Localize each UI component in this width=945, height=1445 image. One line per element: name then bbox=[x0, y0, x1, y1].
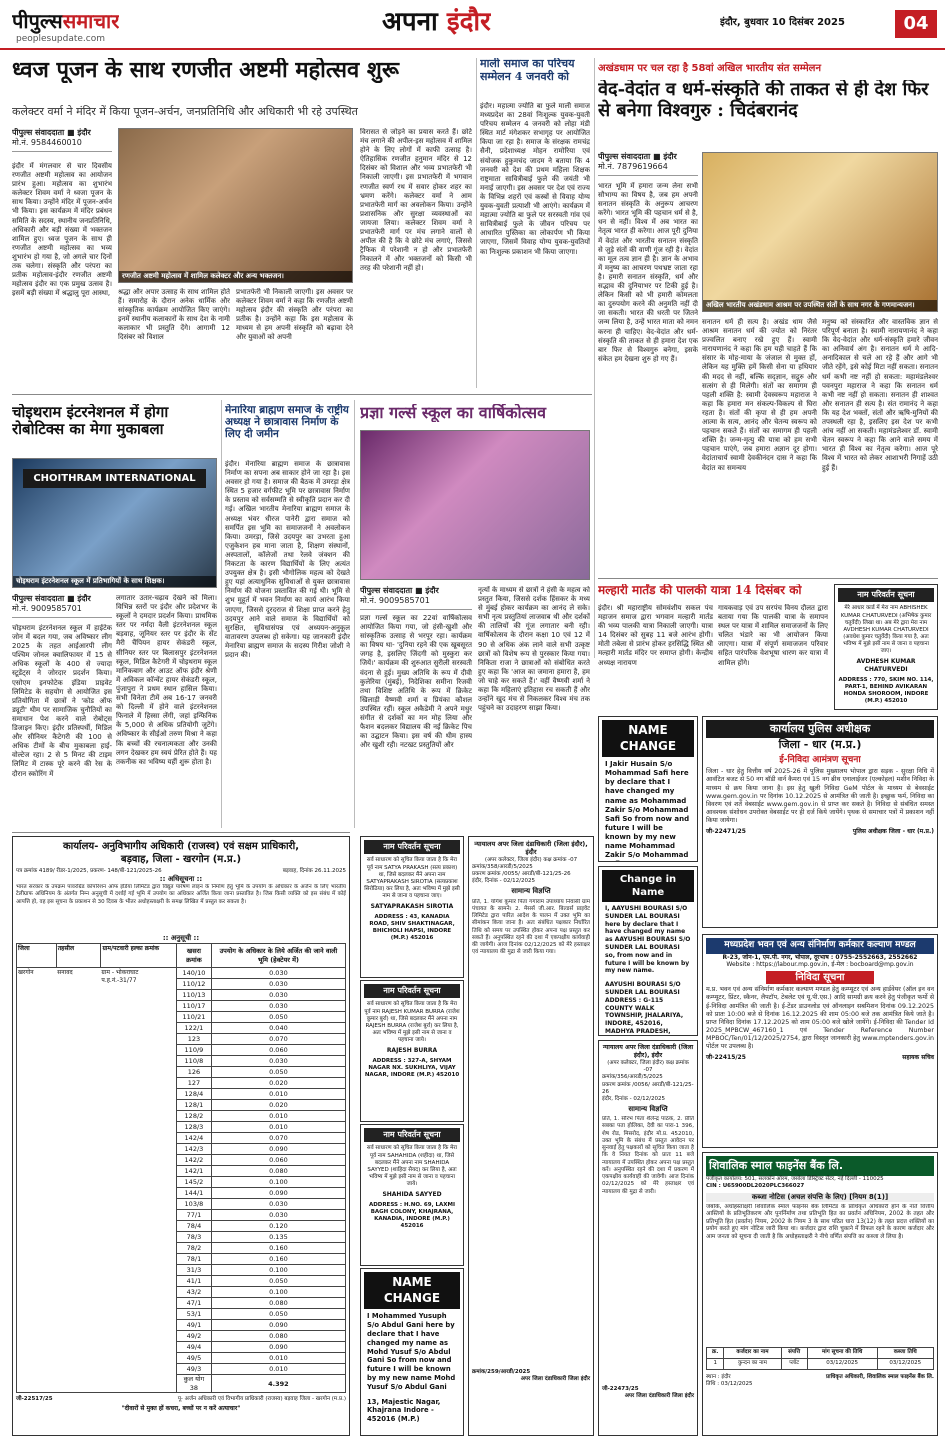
court1-ref: क्रमांक/358/आरडी/5/2025 bbox=[472, 864, 533, 871]
land-area-cell: 0.100 bbox=[211, 1265, 345, 1276]
court1-ref2: क्रमांक/259/आरडी/2025 bbox=[472, 1368, 531, 1375]
story4-headline: चोइथराम इंटरनेशनल में होगा रोबोटिक्स का मेगा मुकाबला bbox=[12, 404, 169, 439]
divider bbox=[221, 400, 222, 828]
land-table-row bbox=[177, 1023, 346, 1034]
land-th-village: ग्राम/पटवारी हल्का क्रमांक bbox=[102, 945, 160, 953]
story4-byline-block bbox=[12, 594, 112, 621]
bank-signoff: प्राधिकृत अधिकारी, शिवालिक स्माल फाइनेंस बैंक लि. bbox=[826, 1373, 934, 1380]
story4-caption: चोइथराम इंटरनेशनल स्कूल में प्रतिभागियों के साथ शिक्षक। bbox=[13, 576, 216, 587]
land-area-cell: 0.020 bbox=[211, 1100, 345, 1111]
story6-byline bbox=[360, 586, 472, 610]
story3-byline bbox=[598, 152, 698, 176]
land-area-cell: 0.010 bbox=[211, 1364, 345, 1375]
land-area-cell: 0.090 bbox=[211, 1188, 345, 1199]
land-khasra-cell: 110/13 bbox=[177, 990, 212, 1001]
land-area-cell: 0.060 bbox=[211, 1045, 345, 1056]
bank-td: 03/12/2025 bbox=[807, 1358, 877, 1369]
land-notice-box bbox=[12, 836, 350, 1436]
story3-col1: भारत भूमि में हमारा जन्म लेना सभी सौभाग्य का विषय है, जब हम अपनी सनातन संस्कृति के अनुरूप आचरण करेंगे। भारत भूमि की पहचान धर्म से है, धन से नहीं। विश्व में अब भारत का नेतृत्व भारत ही करेगा। आज पूरी दुनिया में वेदांत और भारतीय सनातन संस्कृति से जुड़े संतों की वाणी गूंज रही है। वेदांत का मूल तत्व ज्ञान ही है। ज्ञान के अभाव में मनुष्य का आचरण पथभ्रष्ट जाता रहा है। हमारी सनातन संस्कृति, धर्म और सद्भाव की दुनियाभर पर टिकी हुई है। लेकिन किसी को भी हमारी कोमलता का दुरुपयोग करने की अनुमति नहीं दी जा सकती। भारत की धरती पर जितने जन्म लिया है, उन्हें भारत माता को नमन करना ही चाहिए। वेद-वेदांत और धर्म-संस्कृति की ताकत से ही हमारा देश एक बार फिर से विश्वगुरु बनेगा, इसके संकेत हम देखना शुरु हो गए हैं। bbox=[598, 182, 698, 363]
story5-body: इंदौर। मेनारिया ब्राह्मण समाज के छात्रावास निर्माण का सपना अब साकार होने जा रहा है। इस अवसर हो गया है। समाज की बैठक में उमरड़ा क्षेत्र स्थित 5 हजार वर्गफीट भूमि पर छात्रावास निर्माण के प्रस्ताव को सर्वसम्मति से स्वीकृति प्रदान कर दी गई। अखिल भारतीय मेनारिया ब्राह्मण समाज के अध्यक्ष भंवर धीरज पानेरी द्वारा समाज को समर्पित इस भूमि का समाजजनों ने अवलोकन किया। उमरड़ा, जिसे उदयपुर का उभरता हुआ एजुकेशन हब माना जाता है, शिक्षण संस्थानों, अस्पतालों, कॉलेजों तथा रेलवे जंक्शन की निकटता के कारण विद्यार्थियों के लिए अत्यंत उपयुक्त क्षेत्र है। इसी भौगोलिक महत्व को देखते हुए यहां अत्याधुनिक सुविधाओं से युक्त छात्रावास निर्माण की योजना प्रस्तावित की गई थी। भूमि से शुभ मुहूर्त में भवन निर्माण का कार्य आरंभ किया जाएगा, जिससे दूरदराज से शिक्षा प्राप्त करने हेतु उदयपुर आने वाले समाज के विद्यार्थियों को सुरक्षित, सुविधासंपन्न एवं अध्ययन-अनुकूल वातावरण उपलब्ध हो सकेगा। यह जानकारी इंदौर मेनारिया ब्राह्मण समाज के सदस्य गिरीश जोशी ने प्रदान की। bbox=[225, 460, 350, 659]
land-area-cell: 0.160 bbox=[211, 1243, 345, 1254]
land-signoff: पू- अर्जन अधिकारी एवं विभागीय प्राधिकारी (राजस्व) बड़वाह जिला - खरगोन (म.प्र.) bbox=[177, 1396, 346, 1403]
bank-title: शिवालिक स्माल फाइनेंस बैंक लि. bbox=[706, 1156, 934, 1176]
name-notice-title: नाम परिवर्तन सूचना bbox=[838, 588, 934, 602]
bank-sub: पंजीकृत कार्यालय: 501, सलकॉन ऑरम, जसोला डिस्ट्रिक्ट सेंटर, नई दिल्ली - 110025 bbox=[706, 1176, 884, 1183]
land-khasra-cell: 142/4 bbox=[177, 1133, 212, 1144]
land-khasra-cell: 142/1 bbox=[177, 1166, 212, 1177]
story6-headline: प्रज्ञा गर्ल्स स्कूल का वार्षिकोत्सव bbox=[360, 404, 546, 422]
bank-td: 1 bbox=[707, 1358, 724, 1369]
police-ref: जी-22471/25 bbox=[706, 828, 746, 836]
land-area-cell: 0.100 bbox=[211, 1177, 345, 1188]
land-table-row bbox=[177, 1364, 346, 1375]
story1-headline: ध्वज पूजन के साथ रणजीत अष्टमी महोत्सव शुरू bbox=[12, 58, 399, 83]
court1-case: प्रकरण क्रमांक /0055/ आरडी/बी-121/25-26 bbox=[472, 871, 571, 878]
story2-body: इंदौर। महात्मा ज्योति बा फुले माली समाज मध्यप्रदेश का 28वां निःशुल्क युवक-युवती परिचय सम्मेलन 4 जनवरी को लोहा मंडी स्थित मार्ट मंगेशकर सभागृह पर आयोजित किया जा रहा है। समाज के संरक्षक रामचंद्र सैनी, प्रदेशाध्यक्ष मोहन रामोरिया एवं संयोजक हुकुमचंद जादम ने बताया कि 4 जनवरी को देश की प्रथम महिला शिक्षक राष्ट्रमाता सावित्रीबाई फुले की जयंती भी मनाई जाएगी। इस अवसर पर देश एवं राज्य के विभिन्न शहरों एवं कस्बों से विवाह योग्य युवक-युवती प्रत्याशी भी आएंगे। कार्यक्रम में महात्मा ज्योति बा फुले पर सरस्वती गांव एवं सावित्रीबाई फुले के जीवन परिचय पर आधारित पुस्तिका का लोकार्पण भी किया जाएगा, जिसमें विवाह योग्य युवक-युवतियों का निःशुल्क प्रकाशन भी किया जाएगा। bbox=[480, 102, 590, 256]
court1-date: इंदौर, दिनांक - 02/12/2025 bbox=[472, 878, 536, 885]
court1-sub: (अपर कलेक्टर, जिला इंदौर) कक्ष क्रमांक -07 bbox=[484, 856, 578, 863]
mpbocw-ref: जी-22415/25 bbox=[706, 1053, 746, 1061]
land-khasra-cell: 127 bbox=[177, 1078, 212, 1089]
land-area-cell: 0.050 bbox=[211, 1309, 345, 1320]
land-district: खरगोन bbox=[18, 969, 34, 977]
land-table-row bbox=[177, 1166, 346, 1177]
land-table-body bbox=[177, 968, 346, 1375]
land-area-cell: 0.010 bbox=[211, 1089, 345, 1100]
police-footer bbox=[706, 828, 934, 836]
divider bbox=[476, 58, 477, 388]
story7-headline: मल्हारी मार्तंड की पालकी यात्रा 14 दिसंबर को bbox=[598, 584, 802, 597]
divider bbox=[354, 400, 355, 828]
land-area-cell: 0.100 bbox=[211, 1287, 345, 1298]
court2-body: प्रति, 1. सौरभ पिता शैलेन्द्र पाठक, 2. प्रीति सबका पता होलिका, देवी का पारा-1 396, शेष रोड, मिसरोद, इंदौर मो.प्र. 452010, उक्त भूमि के संबंध में प्रस्तुत आवेदन पर सुनवाई हेतु पक्षकारों को सूचित किया जाता है कि वे नियत दिनांक को प्रातः 11 बजे न्यायालय में उपस्थित होकर अपना पक्ष प्रस्तुत करें। अनुपस्थित रहने की दशा में प्रकरण में एकपक्षीय कार्यवाही की जावेगी। आज दिनांक 02/12/2025 को मेरे हस्ताक्षर एवं न्यायालय की मुद्रा से जारी। bbox=[602, 1116, 694, 1195]
court1-signoff: अपर जिला दंडाधिकारी जिला इंदौर bbox=[520, 1375, 590, 1382]
court2-ref: क्रमांक/356/आरडी/5/2025 bbox=[602, 1074, 663, 1081]
land-table-row bbox=[177, 1067, 346, 1078]
land-table-row bbox=[177, 1089, 346, 1100]
land-ref: पत्र क्रमांक 4189/ रीडर-1/2025, प्रकरण- 148/बी-121/2025-26 bbox=[16, 868, 162, 874]
name-notice-name: SHAHIDA SAYYED bbox=[382, 1191, 442, 1199]
land-khasra-cell: 43/2 bbox=[177, 1287, 212, 1298]
land-area-cell: 0.080 bbox=[211, 1331, 345, 1342]
mpbocw-web[interactable]: Website : https://labour.mp.gov.in, ई-मेल : bocboard@mp.gov.in bbox=[726, 961, 914, 969]
land-khasra-cell: 140/10 bbox=[177, 968, 212, 979]
story1-col3: प्रभातफेरी भी निकाली जाएगी। इस अवसर पर कलेक्टर शिवम वर्मा ने कहा कि रणजीत अष्टमी महोत्सव इंदौर की संस्कृति और परंपरा का प्रतीक है। उन्होंने कहा कि इस महोत्सव के माध्यम से हम अपनी संस्कृति को बढ़ावा देने और युवाओं को अपनी bbox=[236, 288, 353, 342]
land-area-cell: 0.020 bbox=[211, 1078, 345, 1089]
land-table-header bbox=[177, 944, 346, 968]
land-total-count: 38 bbox=[189, 1383, 199, 1392]
name-notice-box bbox=[360, 980, 464, 1122]
land-khasra-cell: 78/2 bbox=[177, 1243, 212, 1254]
name-notice-box bbox=[360, 836, 464, 978]
land-table-row bbox=[177, 979, 346, 990]
land-th-tehsil: तहसील bbox=[57, 944, 102, 967]
land-office: कार्यालय- अनुविभागीय अधिकारी (राजस्व) एवं सक्षम प्राधिकारी, bbox=[62, 841, 300, 852]
dateline: इंदौर, बुधवार 10 दिसंबर 2025 bbox=[720, 17, 845, 28]
name-change-3-box bbox=[360, 1268, 464, 1436]
mpbocw-signoff: सहायक सचिव bbox=[902, 1053, 934, 1061]
land-footer-row bbox=[16, 1396, 346, 1403]
land-table-row bbox=[177, 1111, 346, 1122]
police-office: कार्यालय पुलिस अधीक्षक bbox=[706, 720, 934, 738]
story4-col2: लगातार उतार-चढ़ाव देखने को मिला। विभिन्न स्तरों पर इंदौर और प्रदेशभर के स्कूलों ने दमदार प्रदर्शन किया। प्राथमिक स्तर पर नर्मदा वैली इंटरनेशनल स्कूल बड़वाह, जूनियर स्तर पर इंदौर के सेंट मैरी चैंपियन हायर सेकंडरी स्कूल, सीनियर स्तर पर बिलासपुर इंटरनेशनल स्कूल, मिडिल कैटेगरी में चोइथराम स्कूल मानिकबाग और आउट ऑफ इंदौर श्रेणी में अविकल कॉन्वेंट हायर सेकंडरी स्कूल, पुंजापुरा ने प्रथम स्थान हासिल किया। सभी विनेता टीमें अब 16-17 जनवरी को दिल्ली में होने वाले इंटरनेशनल फिनाले में हिस्सा लेंगी, जहां इन्फिनिक के 5,000 से अधिक प्रतियोगी जुटेंगे। अविष्कार के सीईओ तरुण मिश्रा ने कहा कि बच्चों की रचनात्मकता और उनकी लगन देखकर हम स्वयं प्रेरित होते हैं। यह तकनीक का भविष्य यहीं शुरू होता है। bbox=[116, 594, 217, 766]
court1-title: न्यायालय अपर जिला दंडाधिकारी (जिला इंदौर), इंदौर bbox=[474, 840, 588, 857]
land-location: बड़वाह, जिला - खरगोन (म.प्र.) bbox=[120, 854, 242, 865]
land-table-row bbox=[177, 1100, 346, 1111]
court2-signoff: अपर जिला दंडाधिकारी जिला इंदौर bbox=[624, 1393, 694, 1400]
police-district: जिला - धार (म.प्र.) bbox=[778, 738, 862, 752]
name-notice-title: नाम परिवर्तन सूचना bbox=[364, 984, 460, 998]
name-notice-address: ADDRESS : 327-A, SHYAM NAGAR NX. SUKHLIYA, VIJAY NAGAR, INDORE (M.P.) 452010 bbox=[364, 1058, 460, 1079]
story5-headline: मेनारिया ब्राह्मण समाज के राष्ट्रीय अध्यक्ष ने छात्रावास निर्माण के लिए दी जमीन bbox=[225, 404, 349, 441]
land-th-area: उपयोग के अधिकार के लिये अर्जित की जाने वाली भूमि (हेक्टेयर में) bbox=[211, 944, 345, 968]
name-change-title: NAME CHANGE bbox=[602, 720, 694, 757]
land-total-row bbox=[177, 1375, 346, 1393]
name-notice-box bbox=[360, 1124, 464, 1266]
land-khasra-cell: 142/3 bbox=[177, 1144, 212, 1155]
divider bbox=[12, 832, 350, 833]
section-title-part-2: इंदौर bbox=[446, 7, 491, 37]
land-area-cell: 0.070 bbox=[211, 1133, 345, 1144]
land-khasra-cell: 78/4 bbox=[177, 1221, 212, 1232]
land-khasra-cell: 122/1 bbox=[177, 1023, 212, 1034]
mpbocw-tender-box bbox=[702, 934, 938, 1148]
story3-byline-text: पीपुल्स संवाददाता ■ इंदौर bbox=[598, 152, 677, 161]
story1-byline bbox=[12, 128, 112, 152]
land-table-row bbox=[177, 1243, 346, 1254]
land-left-cols bbox=[16, 943, 176, 1393]
land-table-row bbox=[177, 1298, 346, 1309]
land-total-label-cell bbox=[177, 1375, 212, 1393]
land-khasra-cell: 128/4 bbox=[177, 1089, 212, 1100]
name-notice-address: ADDRESS : 770, SKIM NO. 114, PART-1, BEHIND AVIKARAN HONDA SHOROOM, INDORE (M.P.) 452010 bbox=[838, 676, 934, 705]
land-khasra-cell: 145/2 bbox=[177, 1177, 212, 1188]
court1-body: प्रति, 1. योगेश कुमार पिता गंगाराम उपाध्याय निवासी ग्राम पंचायत के सामने। 2. मेसर्स जी.आर. बिल्डर्स प्राइवेट लिमिटेड द्वारा पारित आदेश के पालन में उक्त भूमि का सीमांकन किया जाना है। अतः संबंधित पक्षकार निर्धारित तिथि को समय पर उपस्थित होकर अपना पक्ष प्रस्तुत कर सकते हैं। अनुपस्थित रहने की दशा में एकपक्षीय कार्यवाही की जायेगी। आज दिनांक 02/12/2025 को मेरे हस्ताक्षर एवं न्यायालय की मुद्रा से जारी किया गया। bbox=[472, 898, 590, 956]
land-khasra-cell: 41/1 bbox=[177, 1276, 212, 1287]
land-table bbox=[176, 943, 346, 1393]
land-khasra-cell: 142/2 bbox=[177, 1155, 212, 1166]
name-change-box bbox=[598, 716, 698, 862]
mpbocw-address: R-23, जोन-1, एम.पी. नगर, भोपाल, दूरभाष : 0755-2552663, 2552662 bbox=[722, 953, 918, 961]
mpbocw-title: मध्यप्रदेश भवन एवं अन्य संनिर्माण कर्मकार कल्याण मण्डल bbox=[706, 938, 934, 954]
land-area-cell: 0.010 bbox=[211, 1353, 345, 1364]
land-th-district: जिला bbox=[17, 944, 57, 967]
land-khasra-cell: 110/12 bbox=[177, 979, 212, 990]
story3-photo bbox=[702, 152, 938, 312]
land-area-cell: 0.120 bbox=[211, 1221, 345, 1232]
bank-td: कुन्दन का नाम bbox=[724, 1358, 781, 1369]
land-area-cell: 0.090 bbox=[211, 1144, 345, 1155]
land-area-cell: 0.050 bbox=[211, 1067, 345, 1078]
story3-byline-block bbox=[598, 152, 698, 179]
court2-notice: सामान्य विज्ञप्ति bbox=[628, 1104, 668, 1113]
bank-th: संपत्ति bbox=[781, 1347, 807, 1358]
story1-col1: इंदौर में मंगलवार से चार दिवसीय रणजीत अष्टमी महोत्सव का आयोजन प्रारंभ हुआ। महोत्सव का शुभारंभ कलेक्टर शिवम वर्मा ने ध्वजा पूजन के साथ किया। उन्होंने मंदिर में पूजन-अर्चन भी किया। इस कार्यक्रम में मंदिर प्रबंधन समिति के सदस्य, स्थानीय जनप्रतिनिधि, अधिकारी और बड़ी संख्या में भक्तजन शामिल हुए। ध्वज पूजन के साथ ही रणजीत अष्टमी महोत्सव का भव्य शुभारंभ हो गया है, जो अगले चार दिनों तक चलेगा। संस्कृति और परंपरा का प्रतीक महोत्सव-इंदौर रणजीत अष्टमी महोत्सव इंदौर का एक प्रमुख उत्सव है। इसमें बड़ी संख्या में श्रद्धालु पूरा आस्था, bbox=[12, 162, 112, 298]
land-total-label: कुल योग bbox=[183, 1375, 205, 1384]
land-table-row bbox=[177, 1331, 346, 1342]
land-table-row bbox=[177, 1276, 346, 1287]
court1-notice: सामान्य विज्ञप्ति bbox=[511, 887, 551, 896]
bank-th: मांग सूचना की तिथि bbox=[807, 1347, 877, 1358]
mpbocw-footer bbox=[706, 1054, 934, 1062]
land-table-row bbox=[177, 1188, 346, 1199]
land-table-row bbox=[177, 1287, 346, 1298]
land-khasra-cell: 123 bbox=[177, 1034, 212, 1045]
land-date: बड़वाह, दिनांक 26.11.2025 bbox=[282, 868, 346, 874]
story1-mobile: मो.नं. 9584460010 bbox=[12, 138, 82, 148]
story1-photo bbox=[118, 128, 353, 283]
land-area-cell: 0.010 bbox=[211, 1111, 345, 1122]
land-khasra-cell: 78/3 bbox=[177, 1232, 212, 1243]
land-th-khasra: खसरा क्रमांक bbox=[177, 944, 212, 968]
land-table-row bbox=[177, 1133, 346, 1144]
land-table-row bbox=[177, 1155, 346, 1166]
change-in-name-address: AAYUSHI BOURASI S/O SUNDER LAL BOURASI ADDRESS : G-115 COUNTY WALK TOWNSHIP, JHALARIYA, INDORE, 452016, MADHYA PRADESH, bbox=[605, 981, 684, 1035]
name-change-body: I Jakir Husain S/o Mohammad Safi here by declare that I have changed my name as Mohammad Zakir S/o Mohammad Safi So from now and future I will be known by my new name Mohammad Zakir S/o Mohammad bbox=[605, 760, 690, 860]
bank-th: क्र. bbox=[707, 1347, 724, 1358]
story7-col1: इंदौर। श्री महाराष्ट्रीय सोमवंशीय सकल पंच महाजन समाज द्वारा भगवान मल्हारी मार्तंड की भव्य पालकी यात्रा निकाली जाएगी। यात्रा 14 दिसंबर को सुबह 11 बजे आरंभ होगी। मोती तबेला से प्रारंभ होकर हरसिद्धि स्थित श्री मल्हारी मार्तंड मंदिर पर समाप्त होगी। केन्द्रीय अध्यक्ष नारायण bbox=[598, 604, 713, 667]
story6-mobile: मो.नं. 9009585701 bbox=[360, 596, 430, 606]
land-table-row bbox=[177, 1210, 346, 1221]
story3-mobile: मो.नं. 7879619664 bbox=[598, 162, 668, 172]
story3-headline: वेद-वेदांत व धर्म-संस्कृति की ताकत से ही देश फिर से बनेगा विश्वगुरु : चिदंबरानंद bbox=[598, 80, 929, 121]
land-area-cell: 0.030 bbox=[211, 1199, 345, 1210]
story7-col2: गायकवाड़ एवं उप सरपंच विनय दौलत द्वारा बताया गया कि पालकी यात्रा के समापन स्थल पर यात्रा में शामिल समाजजनों के लिए चलित भंडारे का भी आयोजन किया जाएगा। यात्रा में संपूर्ण समाजजन परिवार सहित पारंपरिक वेशभूषा धारण कर यात्रा में शामिल होंगे। bbox=[718, 604, 828, 667]
land-khasra-cell: 110/9 bbox=[177, 1045, 212, 1056]
name-change-3-address: 13, Majestic Nagar, Khajrana Indore - 452016 (M.P.) bbox=[367, 1397, 441, 1424]
land-table-row bbox=[177, 1078, 346, 1089]
land-table-row bbox=[177, 990, 346, 1001]
land-table-row bbox=[177, 1265, 346, 1276]
story1-col2: श्रद्धा और अपार उत्साह के साथ शामिल होते हैं। समारोह के दौरान अनेक धार्मिक और सांस्कृतिक कार्यक्रम आयोजित किए जाएंगे। इनमें स्थानीय कलाकारों के साथ देश के नामी कलाकार भी प्रस्तुति देंगे। आगामी 12 दिसंबर को विशाल bbox=[118, 288, 230, 342]
bank-footer bbox=[706, 1374, 934, 1388]
brand-part-1: पीपुल्स bbox=[12, 9, 63, 33]
land-area-cell: 0.050 bbox=[211, 1012, 345, 1023]
land-khasra-cell: 31/3 bbox=[177, 1265, 212, 1276]
land-body: भारत सरकार के उपक्रम पावरग्रिड कॉर्पोरेशन ऑफ इंडिया लिमिटेड द्वारा विद्युत पारेषण लाइन के निर्माण हेतु भूमि के उपयोग के अधिकार के अर्जन के लिए भारतीय टेलीग्राफ अधिनियम के अंतर्गत निम्न अनुसूची में दर्शाई गई भूमि में उपयोग का अधिकार अर्जित किया जाना प्रस्तावित है। जिस किसी व्यक्ति को इस संबंध में कोई आपत्ति हो, वह इस सूचना के प्रकाशन से 30 दिवस के भीतर अधोहस्ताक्षरी के समक्ष लिखित में प्रस्तुत कर सकता है। bbox=[16, 884, 346, 905]
story1-col4: विरासत से जोड़ने का प्रयास करते हैं। छोटे मंच लगाने की अपील-इस महोत्सव में शामिल होने के लिए लोगों में काफी उत्साह है। ऐतिहासिक रणजीत हनुमान मंदिर से 12 दिसंबर को विशाल और भव्य प्रभातफेरी भी निकाली जाएगी। इस प्रभातफेरी में भगवान रणजीत स्वर्ण रथ में सवार होकर शहर का भ्रमण करेंगे। कलेक्टर वर्मा ने आम प्रभातफेरी मार्ग का अवलोकन किया। उन्होंने प्रशासनिक और सुरक्षा व्यवस्थाओं का जायजा लिया। कलेक्टर शिवम वर्मा ने प्रभातफेरी मार्ग पर मंच लगाने वालों से अपील की है कि वे छोटे मंच लगाएं, जिससे ट्रैफिक में परेशानी न हो और प्रभातफेरी निकालने में और भक्तजनों को किसी भी तरह की परेशानी नहीं हो। bbox=[360, 128, 472, 273]
story4-mobile: मो.नं. 9009585701 bbox=[12, 604, 82, 614]
land-table-row bbox=[177, 1199, 346, 1210]
land-village: ग्राम - भोकराघाट प.ह.नं.-31/77 bbox=[101, 969, 139, 985]
land-khasra-cell: 110/21 bbox=[177, 1012, 212, 1023]
name-notice-address: ADDRESS : 43, KANADIA ROAD, SHIV SHAKTINAGAR, BHICHOLI HAPSI, INDORE (M.P.) 452016 bbox=[369, 914, 455, 942]
divider bbox=[12, 394, 592, 395]
court2-title: न्यायालय अपर जिला दंडाधिकारी (जिला इंदौर), इंदौर bbox=[602, 1044, 694, 1060]
name-notice-title: नाम परिवर्तन सूचना bbox=[364, 1128, 460, 1142]
land-khasra-cell: 126 bbox=[177, 1067, 212, 1078]
land-area-cell: 0.060 bbox=[211, 1155, 345, 1166]
land-khasra-cell: 47/1 bbox=[177, 1298, 212, 1309]
court2-case: प्रकरण क्रमांक /0056/ आरडी/बी-121/25-26 bbox=[602, 1081, 694, 1095]
name-notice-name: AVDHESH KUMAR CHATURVEDI bbox=[856, 658, 916, 674]
land-table-row bbox=[177, 1221, 346, 1232]
court-notice-1 bbox=[468, 836, 594, 1436]
land-area-cell: 0.080 bbox=[211, 1166, 345, 1177]
bank-table bbox=[706, 1347, 934, 1370]
land-khasra-cell: 128/3 bbox=[177, 1122, 212, 1133]
brand-part-2: समाचार bbox=[62, 9, 120, 33]
land-khasra-cell: 78/1 bbox=[177, 1254, 212, 1265]
land-area-cell: 0.030 bbox=[211, 1210, 345, 1221]
section-title bbox=[382, 6, 491, 40]
land-schedule: :: अनुसूची :: bbox=[162, 934, 200, 943]
land-khasra-cell: 53/1 bbox=[177, 1309, 212, 1320]
land-footer-slogan: "दीवारों से मुक्त हों कचरा, बच्चों पर न करें अत्याचार" bbox=[121, 1405, 241, 1413]
story6-col1: प्रज्ञा गर्ल्स स्कूल का 22वां वार्षिकोत्सव आयोजित किया गया, जो हंसी-खुशी और सांस्कृतिक उत्साह से भरपूर रहा। कार्यक्रम का विषय था- 'दुनिया रहने की एक खूबसूरत जगह है, इसलिए जिंदगी को मुस्कुरा कर जियें।' कार्यक्रम की शुरुआत सुरीली सरस्वती वंदना से हुई। मुख्य अतिथि के रूप में दीवी कुलेरिया (मुंबई), निदेशिका समीना रिजवी तथा विशिष्ट अतिथि के रूप में क्रिकेट खिलाड़ी वैष्णवी शर्मा व प्रियंका कौशल उपस्थित रहीं। स्कूल अकैडेमी ने अपने मधुर संगीत से दर्शकों का मन मोह लिया और फैशन बदलकर विद्यालय की नई क्रिकेट पिच का उद्घाटन किया। इस वर्ष की थीम हास्य और खुशी रही। नटखट प्रस्तुतियों और bbox=[360, 614, 472, 750]
mpbocw-tender-label: निविदा सूचना bbox=[766, 971, 874, 984]
bank-td: प्लॉट bbox=[781, 1358, 807, 1369]
bank-notice-box bbox=[702, 1152, 938, 1436]
name-notice-name: SATYAPRAKASH SIROTIA bbox=[370, 903, 454, 911]
page-number: 04 bbox=[895, 10, 937, 38]
land-khasra-cell: 49/5 bbox=[177, 1353, 212, 1364]
land-title: :: अधिसूचना :: bbox=[159, 875, 203, 884]
court2-date: इंदौर, दिनांक - 02/12/2025 bbox=[602, 1095, 666, 1102]
story4-photo bbox=[12, 458, 217, 588]
land-tehsil: सनावद bbox=[57, 969, 73, 977]
land-area-cell: 0.010 bbox=[211, 1122, 345, 1133]
police-signoff: पुलिस अधीक्षक जिला - धार (म.प्र.) bbox=[852, 828, 934, 836]
land-khasra-cell: 77/1 bbox=[177, 1210, 212, 1221]
name-notice-address: ADDRESS : H.NO. 69, LAXMI BAGH COLONY, KHAJRANA, KANADIA, INDORE (M.P.) 452016 bbox=[368, 1202, 456, 1230]
court2-sub: (अपर कलेक्टर, जिला इंदौर) कक्ष क्रमांक -07 bbox=[607, 1060, 689, 1074]
land-khasra-cell: 49/1 bbox=[177, 1320, 212, 1331]
land-left-body bbox=[17, 968, 176, 986]
land-table-row bbox=[177, 1144, 346, 1155]
story3-kicker: अखंडधाम पर चल रहा है 58वां अखिल भारतीय संत सम्मेलन bbox=[598, 63, 821, 74]
land-table-row bbox=[177, 1056, 346, 1067]
land-table-row bbox=[177, 1045, 346, 1056]
change-in-name-box bbox=[598, 866, 698, 1036]
land-table-row bbox=[177, 1342, 346, 1353]
land-area-cell: 0.030 bbox=[211, 979, 345, 990]
bank-th: कर्जदार का नाम bbox=[724, 1347, 781, 1358]
land-table-row bbox=[177, 1320, 346, 1331]
land-khasra-cell: 110/17 bbox=[177, 1001, 212, 1012]
land-khasra-cell: 49/3 bbox=[177, 1364, 212, 1375]
story4-col1: चोइथराम इंटरनेशनल स्कूल में हाईटेक जोन में बदल गया, जब अविष्कार लीग 2025 के तहत आईआरपी लीग पश्चिम जोनल क्वालिफायर में 15 से अधिक स्कूलों के 400 से ज्यादा स्टूडेंट्स ने जोरदार प्रदर्शन किया। एसोएम इनफोटेक इंडिया प्राइवेट लिमिटेड के सहयोग से आयोजित इस प्रतियोगिता में छात्रों ने 'कोड ऑफ ड्यूटी' थीम पर सामाजिक चुनौतियों का समाधान पेश करने वाले रोबोट्स डिजाइन किए। इंदौर प्रतिस्पर्धी, मिडिल और सीनियर कैटेगरी की 100 से अधिक टीमों के बीच मुकाबला हाई-वोल्टेज रहा। 2 से 5 मिनट की टाइम लिमिट में टास्क पूरे करने की रेस के दौरान स्कोरिंग में bbox=[12, 624, 112, 778]
land-table-row bbox=[177, 1122, 346, 1133]
bank-place: स्थान : इंदौर bbox=[706, 1373, 731, 1380]
story4-byline bbox=[12, 594, 112, 618]
land-ref2: जी-22517/25 bbox=[16, 1396, 53, 1403]
story4-byline-text: पीपुल्स संवाददाता ■ इंदौर bbox=[12, 594, 91, 603]
land-table-row bbox=[177, 1001, 346, 1012]
land-khasra-cell: 49/2 bbox=[177, 1331, 212, 1342]
land-left-header bbox=[17, 944, 176, 968]
land-khasra-cell: 144/1 bbox=[177, 1188, 212, 1199]
land-area-cell: 0.070 bbox=[211, 1034, 345, 1045]
police-tender-box bbox=[702, 716, 938, 928]
story1-caption: रणजीत अष्टमी महोत्सव में शामिल कलेक्टर और अन्य भक्तजन। bbox=[119, 271, 352, 282]
police-body: जिला - धार हेतु वित्तीय वर्ष 2025-26 में पुलिस मुख्यालय भोपाल द्वारा सड़क - सुरक्षा निधि में आवंटित बजट से 50 नग बॉडी वार्न कैमरा एवं 15 नग ब्रीथ एनालाईजर (एल्कोहल) मशीन निविदा के माध्यम से क्रय किया जाना है। इस हेतु खुली निविदा GeM पोर्टल के माध्यम से बेवसाईट www.gem.gov.in पर दिनांक 10.12.2025 से आमंत्रित की जाती है। इच्छुक फर्म, निविदा का विवरण एवं शर्ते वेबसाईट www.gem.gov.in से प्राप्त कर सकते है। निविदा से संबंधित समस्त आवश्यक संशोधन उपरोक्त वेबसाईट पर ही दर्ज किये जायेंगे। पृथक से समाचार पत्रों में प्रकाशन नहीं किया जायेगा। bbox=[706, 768, 934, 825]
story6-col2: नृत्यों के माध्यम से छात्रों ने हंसी के महत्व को प्रस्तुत किया, जिससे दर्शक हिंसकर के मध्य से मुंबई होकर कार्यक्रम का आनंद ले सके। सभी नृत्य प्रस्तुतियां लाजवाब थी और दर्शकों की तालियों की गूंज लगातार बनी रही। वार्षिकोत्सव के दौरान कक्षा 10 एवं 12 में 90 से अधिक अंक लाने वाले सभी उत्कृष्ट छात्रों को विशेष रूप से पुरस्कार किया गया। निकिता राजा ने छात्राओं को संबोधित करते हुए कहा कि 'आज का जमाना हमारा है, हम जो चाहे कर सकते हैं।' वहीं वैष्णवी शर्मा ने कहा कि महिलाएं इतिहास रच सकती हैं और उन्होंने खुद मंच से निकलकर विश्व मंच तक पहुंचने का उदाहरण साझा किया। bbox=[478, 586, 590, 713]
land-area-cell: 0.135 bbox=[211, 1232, 345, 1243]
land-table-row bbox=[177, 1012, 346, 1023]
land-area-cell: 0.050 bbox=[211, 1276, 345, 1287]
story6-byline-text: पीपुल्स संवाददाता ■ इंदौर bbox=[360, 586, 439, 595]
name-notice-name: RAJESH BURRA bbox=[386, 1047, 438, 1055]
story2-headline: माली समाज का परिचय सम्मेलन 4 जनवरी को bbox=[480, 58, 575, 83]
name-notice-body: सर्व साधारण को सूचित किया जाता है कि मेरा पूर्व नाम RAJESH KUMAR BURRA (राजेश कुमार बुर्रा) था, जिसे बदलकर मैंने अपना नाम RAJESH BURRA (राजेश बुर्रा) कर लिया है, अतः भविष्य में मुझे इसी नाम से जाना व पहचाना जाये। bbox=[364, 1001, 460, 1044]
land-area-cell: 0.030 bbox=[211, 1056, 345, 1067]
name-notice-body: सर्व साधारण को सूचित किया जाता है कि मेरा पूर्व नाम SATYA PRAKASH (सत्य प्रकाश) था, जिसे बदलकर मैंने अपना नाम SATYAPRAKASH SIROTIA (सत्यप्रकाश सिरोठिया) कर लिया है, अतः भविष्य में मुझे इसी नाम से जाना व पहचाना जाए। bbox=[364, 857, 460, 900]
story3-col2: सनातन धर्म ही सत्य है। अखंड धाम जैसे आश्रम सनातन धर्म की ज्योत को निरंतर प्रज्वलित बनाए रखे हुए हैं। स्वामी नारायणानंद ने कहा कि हम यही चाहते हैं कि संसार के मोह-माया के जंजाल से मुक्त हों, लेकिन यह मुक्ति हमें किसी सेना या हथियार की मदद से नहीं, बल्कि सद्ज्ञान, सद्गुरु और सत्संग से ही मिलेगी। संतों का समागम ही पहली शक्ति है: स्वामी देवस्वरूप महाराज ने कहा कि हमारा मन संकल्प-विकल्प से घिरा रहता है। संतों की कृपा से ही हम अपनी आत्मा के सत्य, आनंद और चेतन्य स्वरूप को पहचान सकते हैं। संतों का समागम ही पहली शक्ति है। जन्म-मृत्यु की यात्रा को हम सभी पहचान पाएंगे, जब हमारा अज्ञान दूर होगा। वेदांताचार्य स्वामी देवकीनंदन दास ने कहा कि वेदांत का समन्वय bbox=[702, 318, 817, 472]
bank-table-header bbox=[707, 1347, 934, 1358]
brand-logo bbox=[12, 8, 119, 34]
land-area-cell: 0.030 bbox=[211, 990, 345, 1001]
land-area-cell: 0.090 bbox=[211, 1320, 345, 1331]
name-notice-box bbox=[834, 584, 938, 710]
bank-cin: CIN : U65900DL2020PLC366027 bbox=[706, 1183, 805, 1190]
land-total-area: 4.392 bbox=[211, 1375, 345, 1393]
land-area-cell: 0.030 bbox=[211, 1001, 345, 1012]
mpbocw-body: म.प्र. भवन एवं अन्य संनिर्माण कर्मकार कल्याण मण्डल हेतु कम्प्यूटर एवं अन्य हार्डवेयर (ऑल इन वन कम्प्यूटर, प्रिंटर, स्कैनर, लैपटॉप, टेबलेट एवं यू.पी.एस.) आदि सामग्री क्रय करने हेतु पंजीकृत फर्मो से ई-निविदा आमंत्रित की जाती है। ई-टेंडर डाउनलोड एवं ऑनलाइन सबमिशन दिनांक 09.12.2025 को प्रातः 10:00 बजे से दिनांक 16.12.2025 की शाम 05:00 बजे तक आमंत्रित किये जाते है। प्राप्त निविदा दिनांक 17.12.2025 को शाम 05:00 बजे खोले जायेंगे। ई-निविदा की Tender Id 2025_MPBCW_467160_1 एवं Tender Reference Number MPBOC/Ten/01/12/2025/2754, द्वारा विस्तृत जानकारी हेतु www.mptenders.gov.in पोर्टल पर उपलब्ध है। bbox=[706, 986, 934, 1051]
bank-table-row bbox=[707, 1358, 934, 1369]
site-url[interactable]: peoplesupdate.com bbox=[16, 34, 105, 44]
land-area-cell: 0.030 bbox=[211, 968, 345, 979]
divider bbox=[598, 578, 938, 579]
court-notice-2 bbox=[598, 1040, 698, 1436]
story6-photo bbox=[360, 430, 590, 580]
land-table-row bbox=[177, 1177, 346, 1188]
change-in-name-title: Change in Name bbox=[602, 870, 694, 902]
land-khasra-cell: 49/4 bbox=[177, 1342, 212, 1353]
story1-byline-text: पीपुल्स संवाददाता ■ इंदौर bbox=[12, 128, 91, 137]
bank-date: तिथि : 03/12/2025 bbox=[706, 1380, 753, 1387]
court2-ref2: जी-22473/25 bbox=[602, 1386, 639, 1393]
story6-byline-block bbox=[360, 586, 472, 613]
land-table-row bbox=[177, 1034, 346, 1045]
bank-heading: कब्जा नोटिस (अचल संपत्ति के लिए) [नियम 8(1)] bbox=[706, 1193, 934, 1202]
bank-body: जबकि, अधोहस्ताक्षरी शिवालिक स्मॉल फाइनेंस बैंक लिमिटेड के प्राधिकृत अधिकारी होने के नाते वित्तीय आस्तियों के प्रतिभूतिकरण और पुनर्निर्माण तथा प्रतिभूति हित का प्रवर्तन अधिनियम, 2002 के तहत और प्रतिभूति हित (प्रवर्तन) नियम, 2002 के नियम 3 के साथ पठित धारा 13(12) के तहत प्रदत्त शक्तियों का प्रयोग करते हुए मांग नोटिस जारी किया था। कर्जदार द्वारा राशि चुकाने में विफल रहने के कारण कर्जदार और आम जनता को सूचना दी जाती है कि अधोहस्ताक्षरी ने नीचे वर्णित संपत्ति का कब्जा ले लिया है। bbox=[706, 1203, 934, 1240]
divider bbox=[594, 58, 595, 658]
bank-place-date bbox=[706, 1374, 753, 1388]
name-change-3-title: NAME CHANGE bbox=[364, 1272, 460, 1309]
land-table-row bbox=[177, 1254, 346, 1265]
land-table-row bbox=[177, 968, 346, 979]
police-title: ई-निविदा आमंत्रण सूचना bbox=[779, 754, 861, 765]
land-table-row bbox=[177, 1309, 346, 1320]
land-khasra-cell: 128/2 bbox=[177, 1111, 212, 1122]
land-khasra-cell: 110/8 bbox=[177, 1056, 212, 1067]
land-area-cell: 0.080 bbox=[211, 1298, 345, 1309]
land-table-row bbox=[177, 1232, 346, 1243]
bank-td: 03/12/2025 bbox=[877, 1358, 933, 1369]
land-khasra-cell: 103/8 bbox=[177, 1199, 212, 1210]
land-area-cell: 0.090 bbox=[211, 1342, 345, 1353]
land-table-row bbox=[177, 1353, 346, 1364]
name-change-3-body: I Mohammed Yusuph S/o Abdul Gani here by declare that I have changed my name as Mohd Yusuf S/o Abdul Gani So from now and future I will be known by my new name Mohd Yusuf S/o Abdul Gani bbox=[367, 1312, 456, 1391]
story4-banner: CHOITHRAM INTERNATIONAL bbox=[23, 469, 206, 488]
story1-byline-block bbox=[12, 128, 112, 155]
name-notice-body: मेरे आधार कार्ड में मेरा नाम ABHISHEK KUMAR CHATURVEDI (अभिषेक कुमार चतुर्वेदी) लिखा था। अब मेरे द्वारा मेरा नाम AVDHESH KUMAR CHATURVEDI (अवधेश कुमार चतुर्वेदी) किया गया है, अतः भविष्य में मुझे इसी नाम से जाना व पहचाना जाए। bbox=[840, 605, 932, 655]
story3-caption: अखिल भारतीय अखंडधाम आश्रम पर उपस्थित संतों के साथ नगर के गणमान्यजन। bbox=[703, 300, 937, 311]
land-table-wrap bbox=[16, 943, 346, 1393]
land-area-cell: 0.160 bbox=[211, 1254, 345, 1265]
story1-subhead: कलेक्टर वर्मा ने मंदिर में किया पूजन-अर्चन, जनप्रतिनिधि और अधिकारी भी रहे उपस्थित bbox=[12, 105, 358, 118]
bank-th: कब्जा तिथि bbox=[877, 1347, 933, 1358]
section-title-part-1: अपना bbox=[382, 7, 438, 37]
change-in-name-body: I, AAYUSHI BOURASI S/O SUNDER LAL BOURASI here by declare that I have changed my name as AAYUSHI BOURASI S/O SUNDER LAL BOURASI so, from now and in future I will be known by my new name. bbox=[605, 905, 691, 975]
name-notice-title: नाम परिवर्तन सूचना bbox=[364, 840, 460, 854]
land-area-cell: 0.040 bbox=[211, 1023, 345, 1034]
story3-col3: मनुष्य को संस्कारित और वास्तविक ज्ञान से परिपूर्ण बनाता है। स्वामी नारायणानंद ने कहा कि वेद-वेदांत और धर्म-संस्कृति हमारे जीवन का अनिवार्य अंग है। सनातन धर्म मे आदि-अनादिकाल से चले आ रहे हैं और आगे भी जीते रहेंगे, इसे कोई मिटा नहीं सकता। सनातन धर्म कभी नष्ट नहीं हो सकता: महामंडलेश्वर पवनपुरा महाराज ने कहा कि सनातन धर्म कभी नष्ट नहीं हो सकता। सनातन ही शाश्वत और सनातन ही सत्य है। संत रामानंद ने कहा कि यह देश भक्तों, संतों और ऋषि-मुनियों की तपस्थली रहा है, इसलिए इस देश पर कभी आंच नहीं आ सकती। महामंडलेश्वर डॉ. स्वामी चेतन स्वरूप ने कहा कि आने वाले समय में भारत ही विश्व का नेतृत्व करेगा। आज पूरे विश्व में भारत को लेकर आशाभरी निगाहें उठी हुई हैं। bbox=[822, 318, 938, 472]
name-notice-body: सर्व साधारण को सूचित किया जाता है कि मेरा पूर्व नाम SAHAHIDA (शहीदा) था, जिसे बदलकर मैंने अपना नाम SHAHIDA SAYYED (शाहिदा सैयद) कर लिया है, अतः भविष्य में मुझे इसी नाम से जाना व पहचाना जाये। bbox=[366, 1145, 458, 1188]
land-khasra-cell: 128/1 bbox=[177, 1100, 212, 1111]
